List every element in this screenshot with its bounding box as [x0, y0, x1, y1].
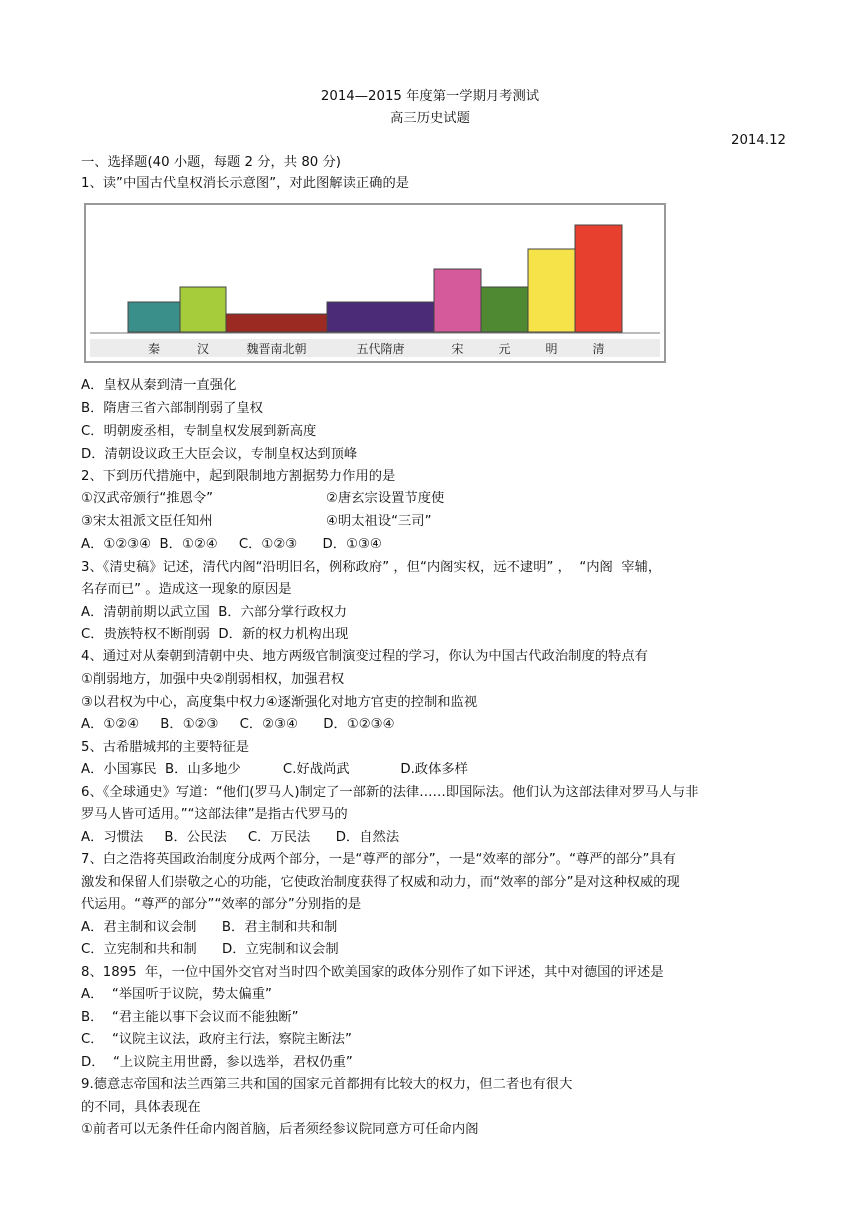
- q4-line-2: ③以君权为中心，高度集中权力④逐渐强化对地方官吏的控制和监视: [81, 695, 478, 710]
- q2-stem: 2、下到历代措施中，起到限制地方割据势力作用的是: [81, 469, 396, 484]
- q3-options-1: A．清朝前期以武立国 B．六部分掌行政权力: [81, 605, 348, 620]
- q8-option-b: B． “君主能以事下会议而不能独断”: [81, 1010, 299, 1025]
- bar-6: [528, 249, 575, 332]
- q1-option-c: C．明朝废丞相，专制皇权发展到新高度: [81, 424, 317, 439]
- q2-item-3: ③宋太祖派文臣任知州: [81, 514, 213, 529]
- q4-line-1: ①削弱地方，加强中央②削弱相权，加强君权: [81, 672, 345, 687]
- q6-stem-1: 6、《全球通史》写道：“他们(罗马人)制定了一部新的法律……即国际法。他们认为这部法律对罗马人与非: [81, 785, 699, 800]
- q2-options: A．①②③④ B．①②④ C．①②③ D．①③④: [81, 537, 382, 552]
- q7-stem-1: 7、白之浩将英国政治制度分成两个部分，一是“尊严的部分”，一是“效率的部分”。“尊严的部分”具有: [81, 852, 676, 867]
- imperial-power-chart: [84, 203, 666, 363]
- bar-1: [180, 287, 226, 332]
- q2-item-4: ④明太祖设“三司”: [326, 514, 432, 529]
- q1-option-b: B．隋唐三省六部制削弱了皇权: [81, 401, 263, 416]
- q3-stem-2: 名存而已” 。造成这一现象的原因是: [81, 582, 292, 597]
- q1-option-d: D．清朝设议政王大臣会议，专制皇权达到顶峰: [81, 447, 358, 462]
- category-label-1: 汉: [196, 342, 210, 356]
- category-label-5: 元: [498, 342, 511, 356]
- bar-2: [226, 314, 327, 332]
- q3-stem-1: 3、《清史稿》记述，清代内阁“沿明旧名，例称政府” ，但“内阁实权，远不逮明” ， “内阁 宰辅，: [81, 560, 662, 575]
- q2-item-2: ②唐玄宗设置节度使: [326, 491, 445, 506]
- q7-options-1: A．君主制和议会制 B．君主制和共和制: [81, 920, 338, 935]
- section-heading: 一、选择题(40 小题，每题 2 分，共 80 分): [81, 155, 341, 170]
- q9-line-1: ①前者可以无条件任命内阁首脑，后者须经参议院同意方可任命内阁: [81, 1122, 479, 1137]
- q5-options: A．小国寡民 B．山多地少 C.好战尚武 D.政体多样: [81, 762, 468, 777]
- q8-option-d: D． “上议院主用世爵，参以选举，君权仍重”: [81, 1055, 353, 1070]
- q5-stem: 5、古希腊城邦的主要特征是: [81, 740, 250, 755]
- q8-option-a: A． “举国听于议院，势太偏重”: [81, 987, 272, 1002]
- q1-option-a: A．皇权从秦到清一直强化: [81, 378, 237, 393]
- category-label-0: 秦: [147, 342, 161, 356]
- category-label-7: 清: [592, 342, 605, 356]
- category-label-2: 魏晋南北朝: [246, 342, 307, 356]
- exam-date: 2014.12: [731, 133, 786, 148]
- q7-stem-2: 激发和保留人们崇敬之心的功能，它使政治制度获得了权威和动力，而“效率的部分”是对这种权威的现: [81, 875, 680, 890]
- q7-stem-3: 代运用。“尊严的部分”“效率的部分”分别指的是: [81, 897, 362, 912]
- q3-options-2: C．贵族特权不断削弱 D．新的权力机构出现: [81, 627, 349, 642]
- bar-7: [575, 225, 622, 332]
- q9-stem-2: 的不同，具体表现在: [81, 1100, 201, 1115]
- exam-title: 2014—2015 年度第一学期月考测试: [320, 89, 540, 104]
- bar-3: [327, 302, 434, 332]
- bar-0: [128, 302, 180, 332]
- category-label-4: 宋: [451, 342, 464, 356]
- q8-stem: 8、1895 年，一位中国外交官对当时四个欧美国家的政体分别作了如下评述，其中对德国的评述是: [81, 965, 664, 980]
- q4-stem: 4、通过对从秦朝到清朝中央、地方两级官制演变过程的学习，你认为中国古代政治制度的特点有: [81, 649, 648, 664]
- q1-stem: 1、读”中国古代皇权消长示意图”，对此图解读正确的是: [81, 176, 410, 191]
- q4-options: A．①②④ B．①②③ C．②③④ D．①②③④: [81, 717, 395, 732]
- q7-options-2: C．立宪制和共和制 D．立宪制和议会制: [81, 942, 339, 957]
- q6-options: A．习惯法 B．公民法 C．万民法 D．自然法: [81, 830, 400, 845]
- q6-stem-2: 罗马人皆可适用。”“这部法律”是指古代罗马的: [81, 807, 348, 822]
- bar-4: [434, 269, 481, 332]
- exam-subtitle: 高三历史试题: [390, 111, 470, 126]
- q2-item-1: ①汉武帝颁行“推恩令”: [81, 491, 214, 506]
- bar-5: [481, 287, 528, 332]
- category-label-3: 五代隋唐: [356, 342, 405, 356]
- q8-option-c: C． “议院主议法，政府主行法，察院主断法”: [81, 1032, 352, 1047]
- category-label-6: 明: [545, 342, 558, 356]
- q9-stem-1: 9.德意志帝国和法兰西第三共和国的国家元首都拥有比较大的权力，但二者也有很大: [81, 1077, 573, 1092]
